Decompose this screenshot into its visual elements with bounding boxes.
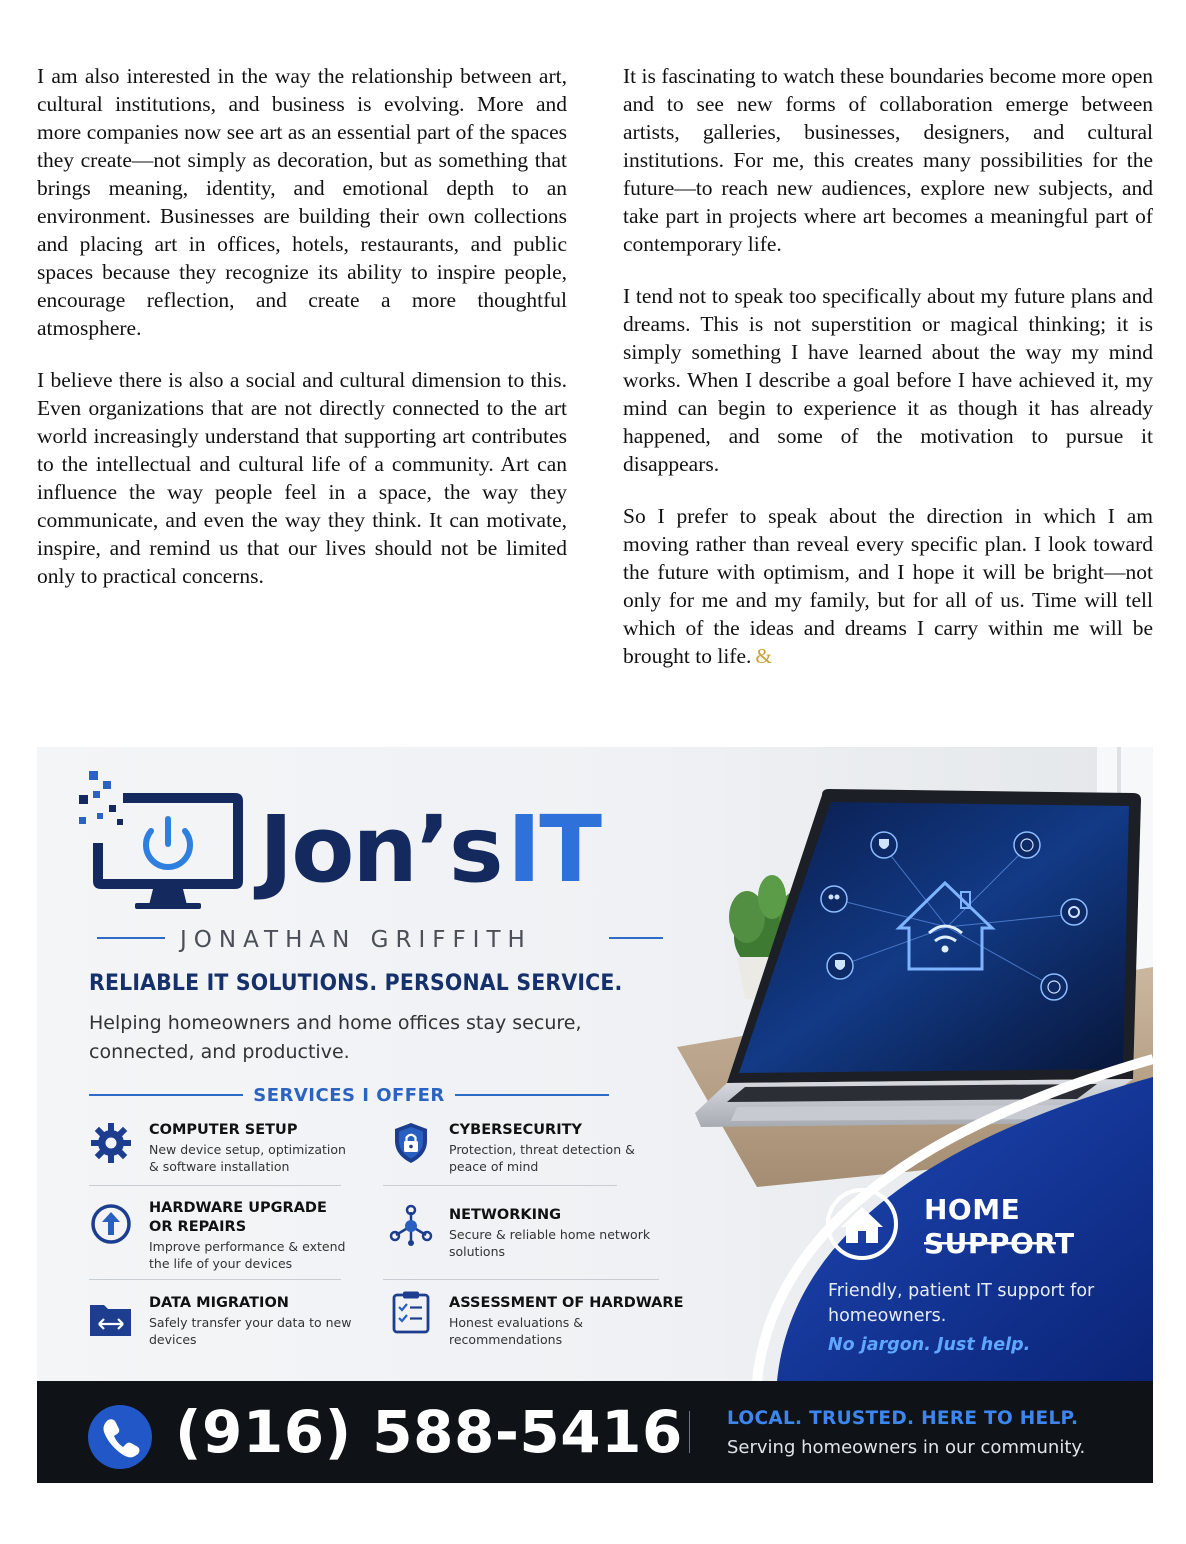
article-paragraph: I am also interested in the way the relationship between art, cultural institutions, and business is evolving. More and more companies now see art as an essential part of the spaces they create—not simply as decoration, but as something that brings meaning, identity, and emotional depth to an environment. Businesses are building their own collections and placing art in offices, hotels, restaurants, and public spaces because they recognize its ability to inspire people, encourage reflection, and create a more thoughtful atmosphere. [37, 64, 567, 340]
service-divider [383, 1185, 617, 1186]
service-title: NETWORKING [449, 1207, 562, 1223]
owner-name: JONATHAN GRIFFITH [180, 927, 532, 953]
home-support-title [924, 1193, 1075, 1261]
service-title: CYBERSECURITY [449, 1122, 582, 1138]
brand-name-accent: IT [507, 796, 600, 903]
service-divider [383, 1279, 659, 1280]
shield-lock-icon [389, 1121, 433, 1165]
article-paragraph: So I prefer to speak about the direction in which I am moving rather than reveal every specific plan. I look toward the future with optimism, and I hope it will be bright—not only for me and my family, but for all of us. Time will tell which of the ideas and dreams I carry within me will be brought to life. [623, 504, 1153, 668]
service-description: Honest evaluations & recommendations [449, 1315, 584, 1347]
end-mark: & [755, 644, 773, 668]
service-description: Protection, threat detection & peace of mind [449, 1142, 635, 1174]
jons-it-advertisement [37, 747, 1153, 1483]
phone-number[interactable]: (916) 588-5416 [175, 1398, 683, 1466]
service-divider [89, 1185, 341, 1186]
upgrade-arrow-icon [89, 1202, 133, 1246]
service-title: HARDWARE UPGRADE OR REPAIRS [149, 1200, 327, 1235]
service-divider [89, 1279, 341, 1280]
ad-tagline: RELIABLE IT SOLUTIONS. PERSONAL SERVICE. [89, 971, 623, 996]
brand-name-main: Jon’s [259, 796, 502, 903]
network-icon [389, 1204, 433, 1248]
article-left-column [37, 62, 567, 614]
phone-icon-badge [88, 1405, 152, 1469]
contact-subline: Serving homeowners in our community. [727, 1437, 1086, 1458]
service-description: Secure & reliable home network solutions [449, 1227, 651, 1259]
divider-line [455, 1094, 609, 1096]
bar-separator [689, 1411, 690, 1453]
divider-line [89, 1094, 243, 1096]
home-support-title-line2: SUPPORT [924, 1227, 1075, 1260]
home-support-title-line1: HOME [924, 1193, 1021, 1226]
article-paragraph: It is fascinating to watch these boundaries become more open and to see new forms of collaboration emerge between artists, galleries, businesses, designers, and cultural institutions. For me, this creates many possibilities for the future—to reach new audiences, explore new subjects, and take part in projects where art becomes a meaningful part of contemporary life. [623, 64, 1153, 256]
article-paragraph: I believe there is also a social and cultural dimension to this. Even organizations that are not directly connected to the art world increasingly understand that supporting art contributes to the intellectual and cultural life of a community. Art can influence the way people feel in a space, the way they communicate, and even the way they think. It can motivate, inspire, and remind us that our lives should not be limited only to practical concerns. [37, 368, 567, 588]
contact-bar [37, 1381, 1153, 1483]
services-heading [89, 1083, 609, 1107]
service-description: New device setup, optimization & software installation [149, 1142, 346, 1174]
gear-icon [89, 1121, 133, 1165]
service-title: DATA MIGRATION [149, 1295, 289, 1311]
contact-tagline: LOCAL. TRUSTED. HERE TO HELP. [727, 1408, 1079, 1429]
phone-icon [88, 1405, 152, 1469]
home-support-tagline: No jargon. Just help. [828, 1335, 1031, 1355]
folder-transfer-icon [89, 1298, 133, 1342]
article-paragraph-last [623, 502, 1153, 670]
ad-subline: Helping homeowners and home offices stay secure, connected, and productive. [89, 1012, 582, 1063]
services-heading-label: SERVICES I OFFER [253, 1084, 445, 1106]
article-paragraph: I tend not to speak too specifically about my future plans and dreams. This is not superstition or magical thinking; it is simply something I have learned about the way my mind works. When I describe a goal before I have achieved it, my mind can begin to experience it as though it has already happened, and some of the motivation to pursue it disappears. [623, 284, 1153, 476]
clipboard-checklist-icon [389, 1290, 433, 1334]
service-description: Safely transfer your data to new devices [149, 1315, 352, 1347]
service-title: ASSESSMENT OF HARDWARE [449, 1295, 684, 1311]
service-title: COMPUTER SETUP [149, 1122, 298, 1138]
article-right-column [623, 62, 1153, 694]
service-description: Improve performance & extend the life of your devices [149, 1239, 346, 1271]
home-support-description: Friendly, patient IT support for homeowners. [828, 1281, 1095, 1326]
